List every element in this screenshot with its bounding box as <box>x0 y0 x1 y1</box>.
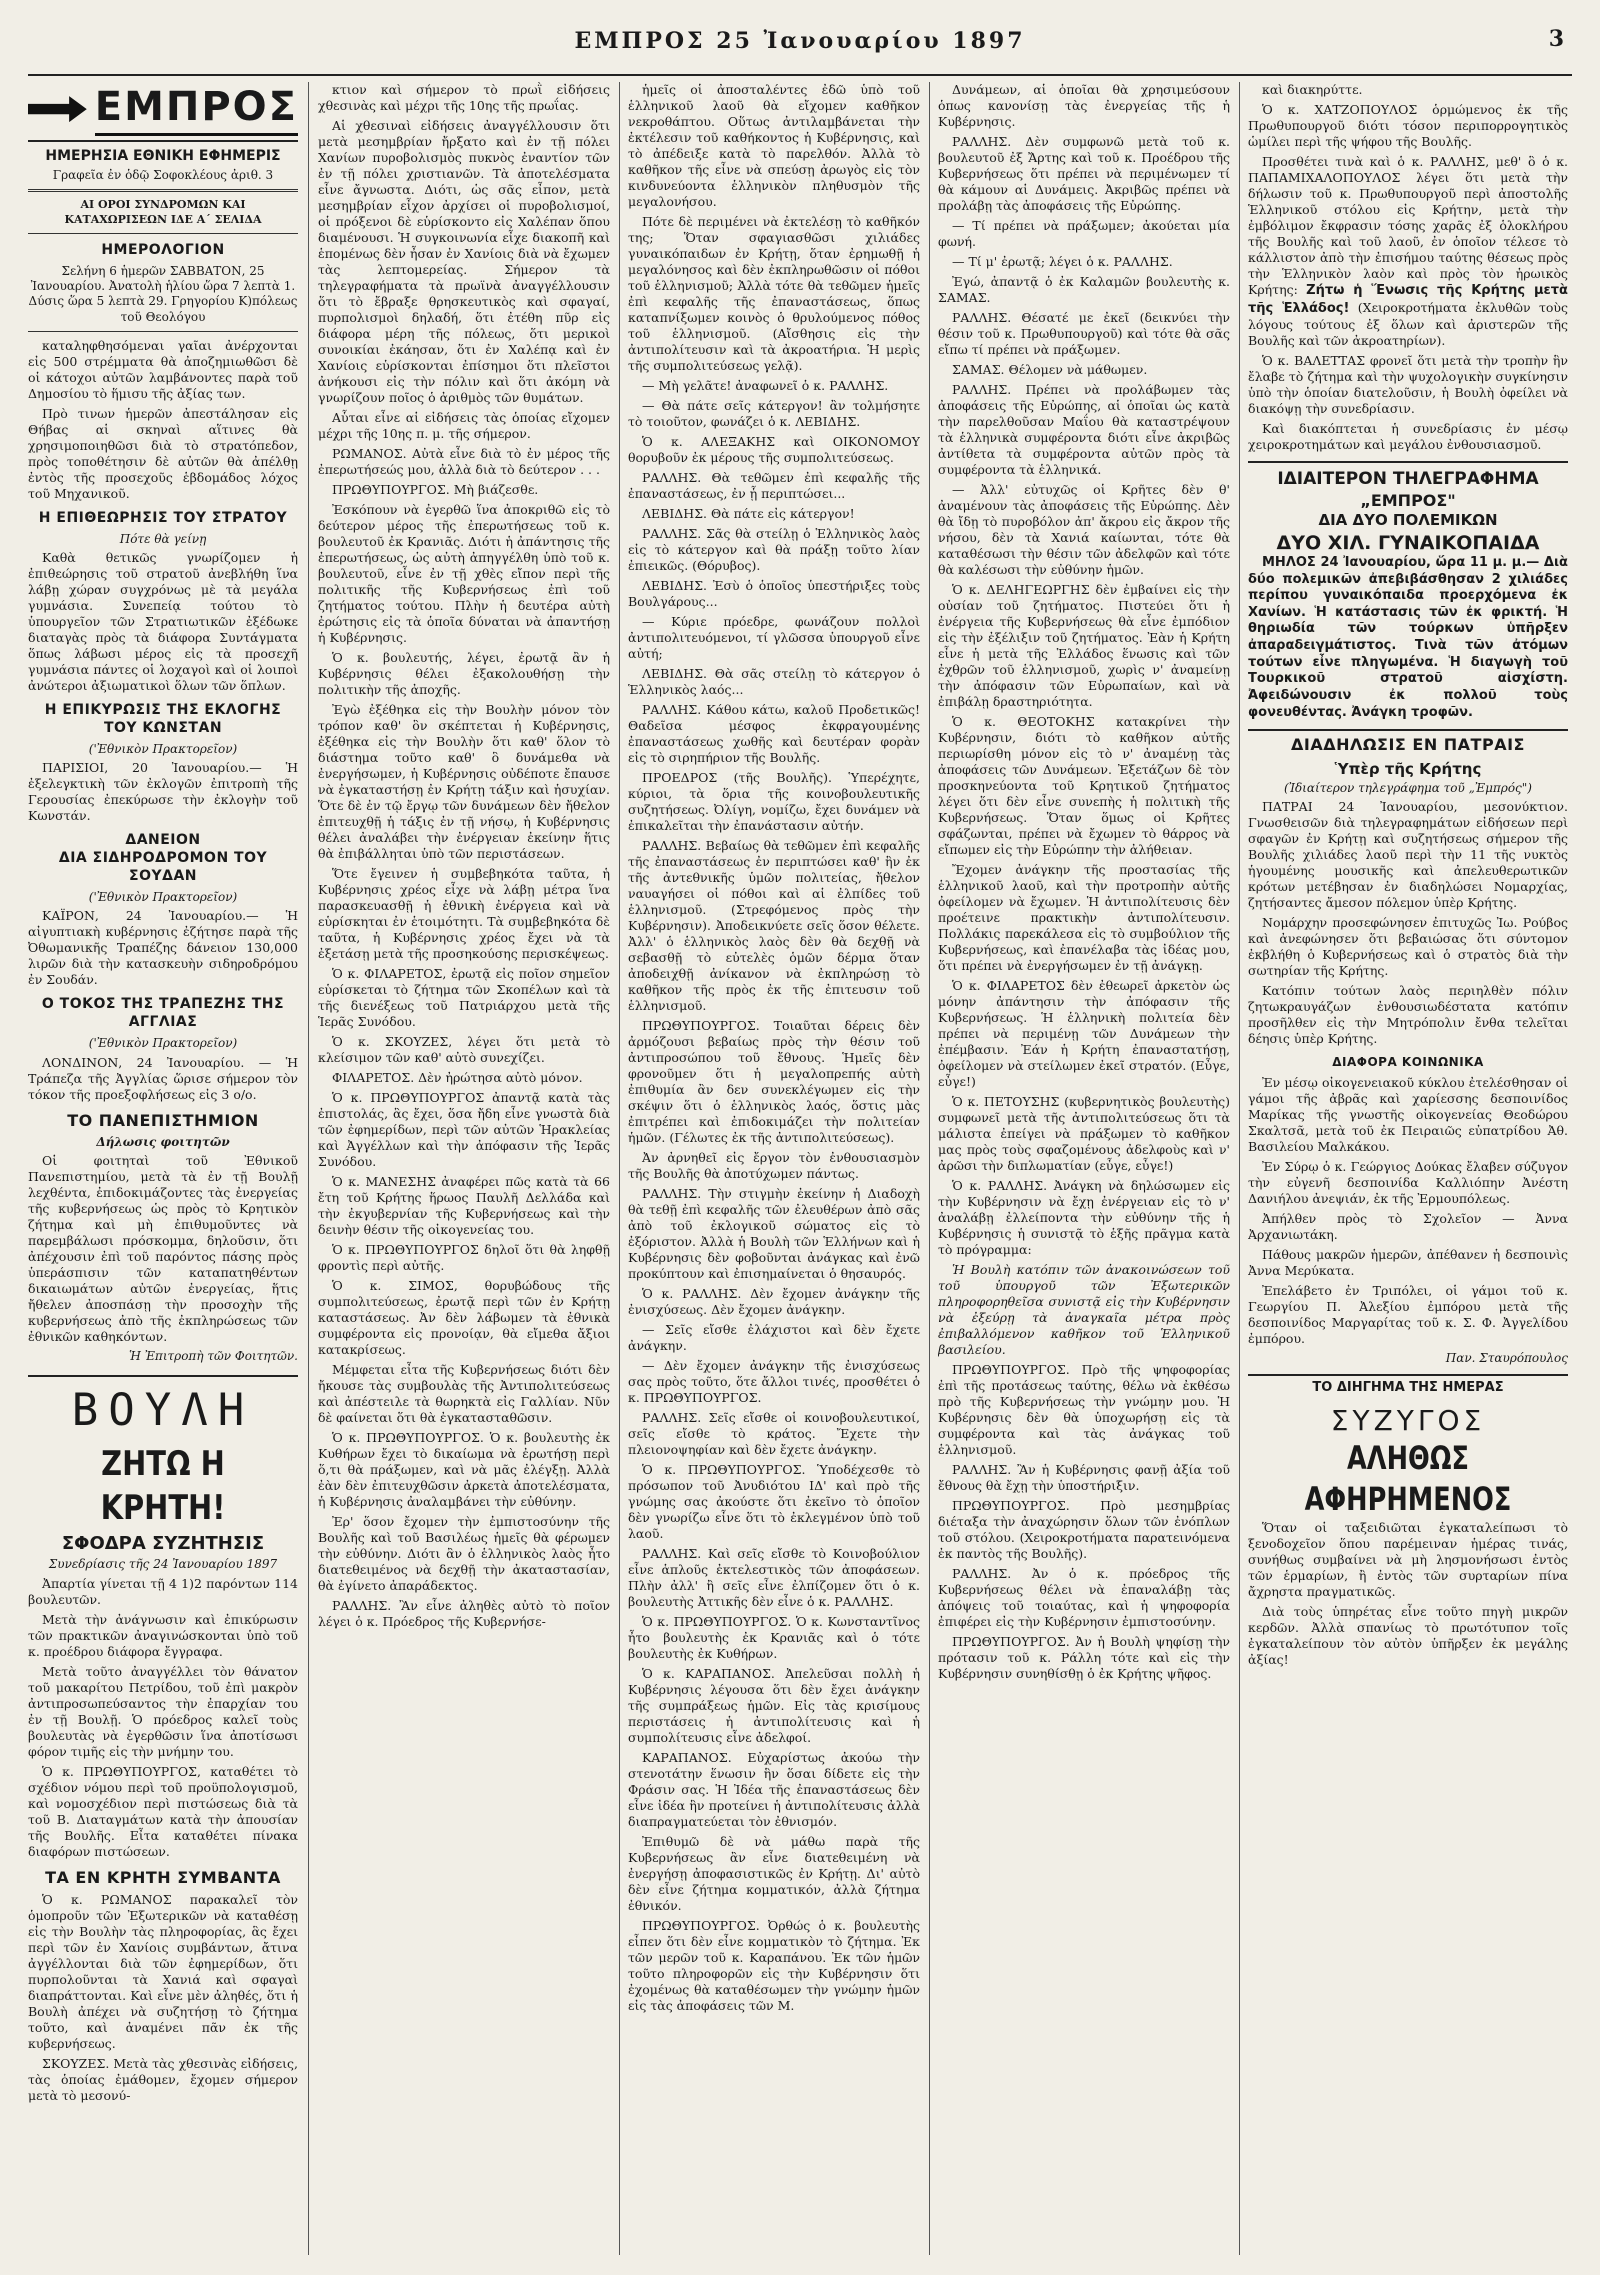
logo: ΕΜΠΡΟΣ <box>95 82 298 136</box>
article-paragraph: ΚΑΡΑΠΑΝΟΣ. Εὐχαρίστως ἀκούω τὴν στενοτάτην ἕνωσιν ἣν ὅσαι δίδετε εἰς τὴν Φράσιν σας. Ἡ Ἰδέα τῆς ἐπαναστάσεως δὲν εἶνε ἰδέα ἣν προτείνει ἡ ἀντιπολίτευσις ἀλλὰ διαπραγματεύεται τὸν ἐθνισμόν. <box>628 1750 920 1829</box>
article-paragraph: Ἐπιθυμῶ δὲ νὰ μάθω παρὰ τῆς Κυβερνήσεως ἂν εἶνε διατεθειμένη νὰ ἐνεργήσῃ ἀποφασιστικῶς ἐν Κρήτῃ. Δι' αὐτὸ δὲν εἶνε ζήτημα κομματικόν, ἀλλὰ ζήτημα ἐθνικόν. <box>628 1834 920 1913</box>
story-section-title: ΤΟ ΔΙΗΓΗΜΑ ΤΗΣ ΗΜΕΡΑΣ <box>1312 1379 1504 1395</box>
telegram-body: ΜΗΛΟΣ 24 Ἰανουαρίου, ὥρα 11 μ. μ.— Διὰ δύο πολεμικῶν ἀπεβιβάσθησαν 2 χιλιάδες περίπου γυναικόπαιδα προερχόμενα ἐκ Χανίων. Ἡ κατάστασις τῶν ἐκ φρικτή. Ἡ θηριωδία τῶν τούρκων ὑπῆρξεν ἀπαραδειγμάτιστος. Τινὰ τῶν ἀτόμων τούτων εἶνε πληγωμένα. Ἡ διαγωγὴ τοῦ Τουρκικοῦ στρατοῦ αἰσχίστη. Ἀφειδώνουσιν ἐκ πολλοῦ τοὺς φονευθέντας. Ἀνάγκη τροφῶν. <box>1248 554 1568 720</box>
headline: ΖΗΤΩ Η ΚΡΗΤΗ! <box>100 1444 226 1528</box>
article-paragraph: — Δὲν ἔχομεν ἀνάγκην τῆς ἐνισχύσεως σας πρὸς τοῦτο, ὅτε ἄλλοι τινές, προσθέτει ὁ κ. ΠΡΩΘΥΠΟΥΡΓΟΣ. <box>628 1358 920 1405</box>
article-paragraph: Ἐγὼ ἐξέθηκα εἰς τὴν Βουλὴν μόνον τὸν τρόπον καθ' ὃν σκέπτεται ἡ Κυβέρνησις, ἐξέθηκα εἰς τὴν Βουλὴν ὅτι καθ' ὅλον τὸ διάστημα τοῦτο καθ' ὃ δυνάμεθα νὰ ἐνεργήσωμεν, ἡ Κυβέρνησις οὐδέποτε ἔπαυσε νὰ ἐγκαταστήσῃ ἐν Κρήτῃ τάξιν καὶ ἡσυχίαν. Ὅτε δὲ ἐν τῷ ἔργῳ τῶν δυνάμεων δὲν ἤθελον ἐπιτευχθῇ ἡ τάξις ἐν τῇ νήσῳ, ἡ Κυβέρνησις θέλει ἀναλάβει τὴν ἐνέργειαν ἐκείνην ἥτις θὰ ἐπιβάλληται ὑπὸ τῶν περιστάσεων. <box>318 702 610 861</box>
article-paragraph: — Κύριε πρόεδρε, φωνάζουν πολλοὶ ἀντιπολιτευόμενοι, τί γλῶσσα ὑπουργοῦ εἶνε αὐτή; <box>628 614 920 661</box>
article-paragraph: ΣΑΜΑΣ. Θέλομεν νὰ μάθωμεν. <box>952 362 1148 377</box>
article-paragraph: — Σεῖς εἴσθε ἐλάχιστοι καὶ δὲν ἔχετε ἀνάγκην. <box>628 1322 920 1353</box>
page-number: 3 <box>1548 26 1564 52</box>
article-paragraph: Ὁ κ. ΠΡΩΘΥΠΟΥΡΓΟΣ ἀπαντᾷ κατὰ τὰς ἐπιστολάς, ἃς ἔχει, ὅσα ἤδη εἶνε γνωστὰ διὰ τῶν ἐφημερίδων, περὶ τῶν αὐτῶν Ἡρακλείας καὶ Ἀγγέλλων καὶ τὴν ἀπόφασιν τῆς Ἱερᾶς Συνόδου. <box>318 1090 610 1169</box>
story-heading <box>1248 1374 1568 1520</box>
headline-sub: ΣΦΟΔΡΑ ΣΥΖΗΤΗΣΙΣ <box>61 1533 265 1555</box>
article-paragraph: Ὁ κ. βουλευτής, λέγει, ἐρωτᾷ ἂν ἡ Κυβέρνησις θέλει ἐξακολουθήσῃ τὴν πολιτικὴν τῆς ἀποχῆς. <box>318 650 610 697</box>
article-paragraph: ΡΑΛΛΗΣ. Βεβαίως θὰ τεθῶμεν ἐπὶ κεφαλῆς τῆς ἐπαναστάσεως ἐν περιπτώσει καθ' ἣν ἐκ τῆς ἀντεθνικῆς ὑμῶν πολιτείας, ἤθελον ναυαγήσει οἱ πόθοι καὶ αἱ ἐλπίδες τοῦ ἑλληνισμοῦ. (Στρεφόμενος πρὸς τὴν Κυβέρνησιν). Ἀποδεικνύετε σεῖς ὅσον θέλετε. Ἀλλ' ὁ ἑλληνικὸς λαὸς δὲν θὰ δεχθῇ νὰ σεβασθῇ τὸ εὐτελὲς ὁμῶν δέρμα ὅταν ἀποδειχθῇ ἀνίκανον νὰ ἐκπληρώσῃ τὸ καθῆκον τῆς πρὸς ἐκ τῆς ἐπιτευσιν τοῦ ἑλληνισμοῦ. <box>628 838 920 1013</box>
office-address: Γραφεῖα ἐν ὁδῷ Σοφοκλέους ἀριθ. 3 <box>52 168 274 183</box>
article-heading: Η ΕΠΙΘΕΩΡΗΣΙΣ ΤΟΥ ΣΤΡΑΤΟΥ <box>38 509 288 526</box>
article-paragraph: Ἐν Σύρῳ ὁ κ. Γεώργιος Δούκας ἔλαβεν σύζυγον τὴν εὐγενῆ δεσποινίδα Καλλιόπην Ἀνέστη Δανιήλου ἀνεψιάν, ἐκ τῆς Ἐρμουπόλεως. <box>1248 1158 1568 1206</box>
article-paragraph: ΡΑΛΛΗΣ. Ἂν ἡ Κυβέρνησις φανῇ ἀξία τοῦ ἔθνους θὰ ἔχῃ τὴν ὑποστήριξιν. <box>938 1462 1230 1493</box>
article-paragraph: ΚΑΪΡΟΝ, 24 Ἰανουαρίου.— Ἡ αἰγυπτιακὴ κυβέρνησις ἐζήτησε παρὰ τῆς Ὀθωμανικῆς Τραπέζης δάνειον 130,000 λιρῶν διὰ τὴν κατασκευὴν σιδηροδρόμου ἐν Σουδάν. <box>28 908 298 988</box>
masthead-title: ΕΜΠΡΟΣ 25 Ἰανουαρίου 1897 <box>574 28 1026 54</box>
article-paragraph: Καὶ διακόπτεται ἡ συνεδρίασις ἐν μέσῳ χειροκροτημάτων καὶ μεγάλου ἐνθουσιασμοῦ. <box>1248 421 1568 453</box>
article-paragraph: Ὁ κ. ΠΡΩΘΥΠΟΥΡΓΟΣ δηλοῖ ὅτι θὰ ληφθῇ φροντὶς περὶ αὐτῆς. <box>318 1242 610 1273</box>
newspaper-page <box>28 20 1572 2255</box>
article-paragraph: Μέμφεται εἶτα τῆς Κυβερνήσεως διότι δὲν ἤκουσε τὰς συμβουλὰς τῆς Ἀντιπολιτεύσεως καὶ ἀπέστειλε τὰ θωρηκτὰ εἰς Γαλλίαν. Νῦν δὲ φαίνεται ὅτι θὰ ἐγκατασταθῶσιν. <box>318 1362 610 1425</box>
article-paragraph: ΛΕΒΙΔΗΣ. Θὰ σᾶς στείλῃ τὸ κάτεργον ὁ Ἑλληνικὸς λαός... <box>628 666 920 697</box>
calendar-text: Σελήνη 6 ἡμερῶν ΣΑΒΒΑΤΟΝ, 25 Ἰανουαρίου. Ἀνατολὴ ἡλίου ὥρα 7 λεπτὰ 1. Δύσις ὥρα 5 λεπτὰ 29. Γρηγορίου Κ)πόλεως τοῦ Θεολόγου <box>28 263 298 324</box>
column-divider <box>929 82 930 2255</box>
article-paragraph: Ὁ κ. ΦΙΛΑΡΕΤΟΣ δὲν ἐθεωρεῖ ἀρκετὸν ὡς μόνην ἀπάντησιν τὴν ἀπόφασιν τῆς Κυβερνήσεως. Ἡ ἑλληνικὴ πολιτεία δὲν πρέπει νὰ περιμένῃ τῶν Δυνάμεων τὴν ἐπέμβασιν. Ἐάν ἡ Κρήτη ἐπαναστατήσῃ, ὀφείλομεν νὰ στείλωμεν ἐκεῖ στρατόν. (Εὖγε, εὖγε!) <box>938 978 1230 1089</box>
article-paragraph: ΠΡΩΘΥΠΟΥΡΓΟΣ. Πρὸ μεσημβρίας διέταξα τὴν ἀναχώρησιν ὅλων τῶν ἐνόπλων τοῦ στόλου. (Χειροκροτήματα παρατεινόμενα ἐκ παντὸς τῆς Βουλῆς). <box>938 1498 1230 1561</box>
article-heading: ΔΙΑΔΗΛΩΣΙΣ ΕΝ ΠΑΤΡΑΙΣ <box>1248 729 1568 755</box>
article-paragraph: Ὁ κ. ΡΑΛΛΗΣ. Ἀνάγκη νὰ δηλώσωμεν εἰς τὴν Κυβέρνησιν νὰ ἔχῃ ἐνέργειαν εἰς τὸ ν' ἀναλάβῃ ἐλλείποντα τὴν εὐθύνην τῆς ἡ Κυβέρνησις ἡ συνιστᾷ τὸ ἑξῆς πρᾶγμα κατὰ τὸ πρόγραμμα: <box>938 1178 1230 1257</box>
masthead <box>28 20 1572 76</box>
article-paragraph: ΡΑΛΛΗΣ. Πρέπει νὰ προλάβωμεν τὰς ἀποφάσεις τῆς Εὐρώπης, αἱ ὁποῖαι ὡς κατὰ τὴν παρελθοῦσαν Μαΐου θὰ καταστρέψουν τὰ ἑλληνικὰ συμφέροντα διότι εἶνε ἀκριβῶς ἀντίθετα τὰ συμφέροντα αὐτῶν πρὸς τὰ συμφέροντα τὰ ἑλληνικά. <box>938 382 1230 477</box>
divider <box>28 189 298 192</box>
article-paragraph: — Μὴ γελᾶτε! ἀναφωνεῖ ὁ κ. ΡΑΛΛΗΣ. <box>642 378 889 393</box>
column-divider <box>308 82 309 2255</box>
article-paragraph: Δυνάμεων, αἱ ὁποῖαι θὰ χρησιμεύσουν ὁπως κανονίσῃ τὰς ἐνεργείας τῆς ἡ Κυβέρνησις. <box>938 82 1230 129</box>
article-subheading: Πότε θὰ γείνῃ <box>119 531 207 546</box>
article-paragraph: Ὁ κ. ΘΕΟΤΟΚΗΣ κατακρίνει τὴν Κυβέρνησιν, διότι τὸ καθῆκον αὐτῆς περιωρίσθη μόνον εἰς τὸ ν' ἀναμένῃ τὰς ἀποφάσεις τῶν Δυνάμεων. Ἐξετάζων δὲ τὸν προσκηνεύοντα τοῦ Κρητικοῦ ζητήματος λέγει ὅτι δὲν εἶνε συνεπὴς ἡ πολιτικὴ τῆς Κυβερνήσεως. Ὅταν ὅμως οἱ Κρῆτες σφάζωνται, πρέπει νὰ ἔχωμεν τὸ θάρρος νὰ εἴπωμεν εἰς τὴν Εὐρώπην τὴν ἀλήθειαν. <box>938 714 1230 857</box>
article-paragraph: — Τί μ' ἐρωτᾷ; λέγει ὁ κ. ΡΑΛΛΗΣ. <box>952 254 1173 269</box>
article-subheading: ('Ἐθνικὸν Πρακτορεῖον) <box>88 742 238 757</box>
article-paragraph: Ἔχομεν ἀνάγκην τῆς προστασίας τῆς ἑλληνικοῦ λαοῦ, καὶ τὴν προτροπὴν αὐτῆς ὀφείλομεν νὰ ἔχωμεν. Ἡ ἀντιπολίτευσις δὲν προέτεινε πρακτικὴν ἀντιπολίτευσιν. Πολλάκις παρεκάλεσα εἰς τὸ συμβούλιον τῆς Κυβερνήσεως, καὶ ἐπανέλαβα τὰς ἰδέας μου, ὅτι πρέπει νὰ ἐνεργήσωμεν ἐν τῇ ἀνάγκῃ. <box>938 862 1230 973</box>
article-paragraph: Πρὸ τινων ἡμερῶν ἀπεστάλησαν εἰς Θήβας αἱ σκηναὶ αἵτινες θὰ χρησιμοποιηθῶσι διὰ τὸ στρατόπεδον, πρὸς τοποθέτησιν δὲ αὐτῶν θὰ ἀπέλθῃ ἐντὸς τῆς προσεχοῦς ἑβδομάδος λόχος τοῦ Μηχανικοῦ. <box>28 405 298 501</box>
article-paragraph: ΡΑΛΛΗΣ. Θὰ τεθῶμεν ἐπὶ κεφαλῆς τῆς ἐπαναστάσεως, ἐν ᾗ περιπτώσει... <box>628 470 920 501</box>
article-heading: ΔΙΑ ΣΙΔΗΡΟΔΡΟΜΟΝ ΤΟΥ ΣΟΥΔΑΝ <box>58 850 268 885</box>
pointing-hand-icon <box>28 96 87 122</box>
article-paragraph: Πάθους μακρῶν ἡμερῶν, ἀπέθανεν ἡ δεσποινὶς Ἀννα Μερύκατα. <box>1248 1246 1568 1278</box>
article-paragraph: ΛΕΒΙΔΗΣ. Θὰ πάτε εἰς κάτεργον! <box>642 506 855 521</box>
article-paragraph: καὶ διακηρύττε. <box>1262 82 1363 97</box>
article-paragraph: Ὁ κ. ΣΙΜΟΣ, θορυβώδους τῆς συμπολιτεύσεως, ἐρωτᾷ περὶ τῶν ἐν Κρήτῃ καταστάσεως. Ἀν δὲν λάβωμεν τὰ ἐθνικὰ συμφέροντα εἰς προνοίᾳν, θὰ εἴμεθα ἄξιοι κατακρίσεως. <box>318 1278 610 1357</box>
logo-block <box>28 82 298 142</box>
telegram-heading-line: ΙΔΙΑΙΤΕΡΟΝ ΤΗΛΕΓΡΑΦΗΜΑ <box>1277 469 1539 490</box>
article-paragraph: Ὁ κ. ΡΩΜΑΝΟΣ παρακαλεῖ τὸν ὁμοπροῦν τῶν Ἐξωτερικῶν νὰ καταθέσῃ εἰς τὴν Βουλὴν τὰς πληροφορίας, ἃς ἔχει περὶ τῶν ἐν Χανίοις συμβάντων, ἄτινα ἀγγέλλονται διὰ τῶν ἐφημερίδων, ὅτι πυρπολοῦνται τὰ Χανιά καὶ σφαγαὶ διαπράττονται. Καὶ εἶνε μὲν ἀληθές, ὅτι ἡ Βουλὴ ἀπέχει νὰ συζητήσῃ τὸ ζήτημα τοῦτο, καὶ ἀναμένει πᾶν ἐκ τῆς κυβερνήσεως. <box>28 1892 298 2052</box>
article-paragraph: Ἀν ἀρνηθεῖ εἰς ἔργον τὸν ἐνθουσιασμὸν τῆς Βουλῆς θὰ ἀποτύχωμεν πάντως. <box>628 1150 920 1181</box>
article-paragraph: Ὁ κ. ΑΛΕΞΑΚΗΣ καὶ ΟΙΚΟΝΟΜΟΥ θορυβοῦν ἐκ μέρους τῆς συμπολιτεύσεως. <box>628 434 920 465</box>
article-paragraph: ΡΑΛΛΗΣ. Θέσατέ με ἐκεῖ (δεικνύει τὴν θέσιν τοῦ κ. Πρωθυπουργοῦ) καὶ τότε θὰ σᾶς εἴπω τί πρέπει νὰ πράξωμεν. <box>938 310 1230 357</box>
article-paragraph: Μετὰ τὴν ἀνάγνωσιν καὶ ἐπικύρωσιν τῶν πρακτικῶν ἀναγινώσκονται ὑπὸ τοῦ κ. προέδρου διάφορα ἔγγραφα. <box>28 1611 298 1659</box>
article-paragraph: Πότε δὲ περιμένει νὰ ἐκτελέσῃ τὸ καθῆκόν της; Ὅταν σφαγιασθῶσι χιλιάδες γυναικόπαιδων ἐν Κρήτῃ, ὅταν ἐρημωθῇ ἡ μεγαλόνησος καὶ δὲν ἐκπληρωθῶσιν οἱ πόθοι τοῦ ἑλληνισμοῦ; Ἀλλὰ τότε θὰ τεθῶμεν ἡμεῖς ἐπὶ κεφαλῆς τῆς ἐπαναστάσεως, ὅπως καταπνίξωμεν κοινὸς ὁ θρυλούμενος πόθος τοῦ ἑλληνισμοῦ. (Αἴσθησις εἰς τὴν ἀντιπολίτευσιν καὶ τὰ ἀκροατήρια. Ἡ μερὶς τῆς συμπολιτεύσεως γελᾷ). <box>628 214 920 373</box>
article-paragraph: Ἐρ' ὅσον ἔχομεν τὴν ἐμπιστοσύνην τῆς Βουλῆς καὶ τοῦ Βασιλέως ἡμεῖς θὰ φέρωμεν τὴν εὐθύνην. Διότι ἂν ὁ ἑλληνικὸς λαὸς ἦτο διατεθειμένος νὰ δεχθῇ τὴν ἀκαταστασίαν, θὰ ἐγίνετο ἀπαράδεκτος. <box>318 1514 610 1593</box>
article-paragraph: Οἱ φοιτηταὶ τοῦ Ἐθνικοῦ Πανεπιστημίου, μετὰ τὰ ἐν τῇ Βουλῇ λεχθέντα, ἐπιδοκιμάζοντες τὰς ἐνεργείας τῆς κυβερνήσεως ὡς πρὸς τὸ Κρητικὸν ζήτημα καὶ μὴ ἐπιθυμοῦντες νὰ παρεμβάλωσι πρόσκομμα, δηλοῦσιν, ὅτι ἀπέχουσιν ἐπὶ τοῦ παρόντος πάσης πρὸς ὑπεράσπισιν τῶν καταπατηθέντων δικαιωμάτων αὐτῶν ἐνεργείας, ἥτις ἤθελεν ἀποσπάσῃ τὴν προσοχὴν τῆς κυβερνήσεως ἀπὸ τῆς ἐκπληρώσεως τῶν ἐθνικῶν καθηκόντων. <box>28 1153 298 1345</box>
article-subheading: Ὑπὲρ τῆς Κρήτης <box>1334 759 1482 778</box>
article-paragraph: Ἐπελάβετο ἐν Τριπόλει, οἱ γάμοι τοῦ κ. Γεωργίου Π. Ἀλεξίου ἐμπόρου μετὰ τῆς δεσποινίδος Μαργαρίτας τοῦ κ. Σ. Φ. Ἀγγελίδου ἐμπόρου. <box>1248 1282 1568 1346</box>
telegram-heading <box>1248 461 1568 555</box>
telegram-heading-line: ΔΙΑ ΔΥΟ ΠΟΛΕΜΙΚΩΝ <box>1318 511 1498 530</box>
column-3 <box>628 82 920 2255</box>
article-paragraph: ΠΡΩΘΥΠΟΥΡΓΟΣ. Πρὸ τῆς ψηφοφορίας ἐπὶ τῆς προτάσεως ταύτης, θέλω νὰ ἐκθέσω πρὸ τῆς Κυβερνήσεως τὴν γνώμην μου. Ἡ Κυβέρνησις δὲν θὰ ὑποχωρήσῃ εἰς τὰ συμφέροντα καὶ τὰς ἀνάγκας τοῦ ἑλληνισμοῦ. <box>938 1362 1230 1457</box>
article-paragraph: ΠΡΟΕΔΡΟΣ (τῆς Βουλῆς). Ὑπερέχητε, κύριοι, τὰ ὅρια τῆς κοινοβουλευτικῆς συζητήσεως. Ὀλίγη, νομίζω, ἔχει δυνάμεν νὰ ἐπικαλεῖται τὴν ἐπανάστασιν αὐτήν. <box>628 770 920 833</box>
article-paragraph: Ἀπήλθεν πρὸς τὸ Σχολεῖον — Ἀννα Ἀρχανιωτάκη. <box>1248 1210 1568 1242</box>
article-paragraph: Ὁ κ. ΡΑΛΛΗΣ. Δὲν ἔχομεν ἀνάγκην τῆς ἐνισχύσεως. Δὲν ἔχομεν ἀνάγκην. <box>628 1286 920 1317</box>
article-paragraph: ΡΑΛΛΗΣ. Σεῖς εἴσθε οἱ κοινοβουλευτικοί, σεῖς εἴσθε τὸ κράτος. Ἔχετε τὴν πλειονοψηφίαν καὶ δὲν ἔχετε ἀνάγκην. <box>628 1410 920 1457</box>
article-paragraph: Ὁ κ. ΣΚΟΥΖΕΣ, λέγει ὅτι μετὰ τὸ κλείσιμον τῶν καθ' αὐτὸ συνεχίζει. <box>318 1034 610 1065</box>
article-paragraph: Ἐγώ, ἀπαντᾷ ὁ ἐκ Καλαμῶν βουλευτὴς κ. ΣΑΜΑΣ. <box>938 274 1230 305</box>
article-paragraph: Ὁ κ. ΚΑΡΑΠΑΝΟΣ. Ἀπελεῦσαι πολλὴ ἡ Κυβέρνησις λέγουσα ὅτι δὲν ἔχει ἀνάγκην τῆς συμπράξεως ἡμῶν. Εἰς τὰς κρισίμους περιστάσεις ἡ ἀντιπολίτευσις καὶ ἡ συμπολίτευσις εἶνε ἀδελφοί. <box>628 1666 920 1745</box>
article-subheading: ('Ἐθνικὸν Πρακτορεῖον) <box>88 1036 238 1051</box>
article-paragraph: ΠΑΡΙΣΙΟΙ, 20 Ἰανουαρίου.— Ἡ ἐξελεγκτικὴ τῶν ἐκλογῶν ἐπιτροπὴ τῆς Γερουσίας ἐπεκύρωσε τὴν ἐκλογὴν τοῦ Κωνστάν. <box>28 760 298 824</box>
article-paragraph: Ὁ κ. ΠΡΩΘΥΠΟΥΡΓΟΣ, καταθέτει τὸ σχέδιον νόμου περὶ τοῦ προϋπολογισμοῦ, καὶ νομοσχέδιον περὶ πιστώσεως διὰ τὰ τοῦ Β. Διαταγμάτων κατὰ τὴν ἀπουσίαν τῆς Βουλῆς. Εἶτα καταθέτει πίνακα διαφόρων πιστώσεων. <box>28 1763 298 1859</box>
article-paragraph: καταληφθησόμεναι γαῖαι ἀνέρχονται εἰς 500 στρέμματα θὰ ἀποζημιωθῶσι δὲ οἱ κάτοχοι αὐτῶν λαμβάνοντες παρὰ τοῦ Δημοσίου τὸ ἥμισυ τῆς ἀξίας των. <box>28 337 298 401</box>
column-5 <box>1248 82 1568 2255</box>
article-heading: ΤΟ ΠΑΝΕΠΙΣΤΗΜΙΟΝ <box>67 1110 259 1130</box>
article-subheading: ('Ἐθνικὸν Πρακτορεῖον) <box>88 890 238 905</box>
subscription-terms: ΑΙ ΟΡΟΙ ΣΥΝΔΡΟΜΩΝ ΚΑΙ ΚΑΤΑΧΩΡΙΣΕΩΝ ΙΔΕ Α΄ ΣΕΛΙΔΑ <box>64 198 262 226</box>
article-paragraph: Ὁ κ. ΠΡΩΘΥΠΟΥΡΓΟΣ. Ὑποδέχεσθε τὸ πρόσωπον τοῦ Ἀνυδιότου ΙΔ' καὶ πρὸ τῆς γνώμης σας ἀκούστε ὅτι ἐκεῖνο τὸ ὁποῖον δὲν γνωρίζω εἶνε ὅτι τὸ ἐκλεγμένον ὑπὸ τοῦ λαοῦ. <box>628 1462 920 1541</box>
article-paragraph: ΠΡΩΘΥΠΟΥΡΓΟΣ. Τοιαῦται δέρεις δὲν ἀρμόζουσι βεβαίως πρὸς τὴν θέσιν τοῦ ἀντιπροσώπου τοῦ ἔθνους. Ἡμεῖς δὲν φρονοῦμεν ὅτι ἡ μεγαλοπρεπής αὐτὴ ἐπιθυμία ἂν δεν συνεκλέγωμεν εἰς τὴν σκέψιν ὅτι ὁ ἑλληνικὸς λαός, ὅστις μὰς ἐπιτρέπει καὶ ἐπιδοκιμάζει τὴν πολιτείαν ἡμῶν. (Γέλωτες ἐκ τῆς ἀντιπολιτεύσεως). <box>628 1018 920 1145</box>
article-paragraph: Ὁ κ. ΦΙΛΑΡΕΤΟΣ, ἐρωτᾷ εἰς ποῖον σημεῖον εὑρίσκεται τὸ ζήτημα τῶν Σκοπέλων καὶ τὰ τῆς διενέξεως τοῦ Πατριάρχου μετὰ τῆς Ἱερᾶς Συνόδου. <box>318 966 610 1029</box>
column-divider <box>619 82 620 2255</box>
article-paragraph: ΡΩΜΑΝΟΣ. Αὐτὰ εἶνε διὰ τὸ ἐν μέρος τῆς ἐπερωτήσεώς μου, ἀλλὰ διὰ τὸ δεύτερον . . . <box>318 446 610 477</box>
telegram-heading-line: „ΕΜΠΡΟΣ" <box>1360 491 1456 510</box>
column-4 <box>938 82 1230 2255</box>
article-paragraph: Ὁ κ. ΧΑΤΖΟΠΟΥΛΟΣ ὁρμώμενος ἐκ τῆς Πρωθυπουργοῦ διότι τόσον περιπορρογητικὸς ὡμίλει περὶ τῆς ψήφου τῆς Βουλῆς. <box>1248 102 1568 149</box>
article-paragraph <box>1248 154 1568 349</box>
article-paragraph: κτιον καὶ σήμερον τὸ πρωῒ εἰδήσεις χθεσινὰς καὶ μέχρι τῆς 10ης τῆς πρωΐας. <box>318 82 610 113</box>
article-paragraph: Κατόπιν τούτων λαὸς περιηλθὲν πόλιν ζητωκραυγάζων ἐνθουσιωδέστατα κατόπιν προσῆλθεν εἰς τὴν Μητρόπολιν ἔνθα τελεῖται δέησις ὑπὲρ Κρήτης. <box>1248 983 1568 1047</box>
article-paragraph: — Τί πρέπει νὰ πράξωμεν; ἀκούεται μία φωνή. <box>938 218 1230 249</box>
article-paragraph: Ὁ κ. ΠΕΤΟΥΣΗΣ (κυβερνητικὸς βουλευτὴς) συμφωνεῖ μετὰ τῆς ἀντιπολιτεύσεως ὅτι τὰ μάλιστα ἐπείγει νὰ πράξωμεν τὸ καθῆκον μας πρὸς τοὺς σφαζομένους ἀδελφοὺς καὶ ν' ἀρῶσι τὴν διπλωματίαν (εὖγε, εὖγε!) <box>938 1094 1230 1173</box>
divider <box>28 331 298 332</box>
session-date: Συνεδρίασις τῆς 24 Ἰανουαρίου 1897 <box>48 1557 278 1572</box>
divider <box>28 233 298 234</box>
newspaper-subtitle: ΗΜΕΡΗΣΙΑ ΕΘΝΙΚΗ ΕΦΗΜΕΡΙΣ <box>45 148 281 165</box>
article-paragraph: ΡΑΛΛΗΣ. Κάθου κάτω, καλοῦ Προδετικῶς! Θαδεῖσα μέσφος ἐκφραγουμένης ἐπαναστάσεως χωθῆς καὶ δευτέραν φορὰν εἰς τὸ σιρηπήριον τῆς Βουλῆς. <box>628 702 920 765</box>
article-paragraph: ΣΚΟΥΖΕΣ. Μετὰ τὰς χθεσινὰς εἰδήσεις, τὰς ὁποίας ἐμάθομεν, ἔχομεν σήμερον μετὰ τὸ μεσονύ- <box>28 2056 298 2104</box>
article-paragraph: ΡΑΛΛΗΣ. Καὶ σεῖς εἴσθε τὸ Κοινοβούλιον εἶνε ἁπλοῦς ἐκτελεστικὸς τῶν ἀποφάσεων. Πλὴν ἀλλ' ἢ σεῖς εἶνε ἐλπίζομεν ὅτι ὁ κ. βουλευτὴς Ἀττικῆς δὲν εἶνε ὁ κ. ΡΑΛΛΗΣ. <box>628 1546 920 1609</box>
article-paragraph: Ἡ Βουλὴ κατόπιν τῶν ἀνακοινώσεων τοῦ τοῦ ὑπουργοῦ τῶν Ἐξωτερικῶν πληροφορηθεῖσα συνιστᾷ εἰς τὴν Κυβέρνησιν νὰ ἐξεύρῃ τὰ ἀναγκαῖα μέτρα πρὸς ἐπιβαλλόμενον καθῆκον τοῦ Ἑλληνικοῦ βασιλείου. <box>938 1262 1230 1357</box>
article-paragraph: ΠΡΩΘΥΠΟΥΡΓΟΣ. Μὴ βιάζεσθε. <box>332 482 539 497</box>
article-text: (Χειροκροτήματα ἐκλυθῶν τοὺς λόγους τούτους ἐξ ὅλων καὶ ἀριστερῶν τῆς Βουλῆς καὶ τῶν ἀκροατηρίων). <box>1248 299 1568 349</box>
article-paragraph: ΠΑΤΡΑΙ 24 Ἰανουαρίου, μεσονύκτιον. Γνωσθεισῶν διὰ τηλεγραφημάτων εἰδήσεων περὶ σφαγῶν ἐν Κρήτῃ καὶ συζητήσεως σήμερον τῆς Βουλῆς χιλιάδες λαοῦ περὶ τὴν 11 τῆς νυκτὸς ἡγουμένης μουσικῆς καὶ ἀπελευθερωτικῶν κρότων μετέβησαν ἐν διαδηλώσει Νομαρχίας, ζητήσαντες ἄμεσον πόλεμον ὑπὲρ Κρήτης. <box>1248 799 1568 911</box>
article-heading: ΤΑ ΕΝ ΚΡΗΤΗ ΣΥΜΒΑΝΤΑ <box>45 1867 281 1887</box>
article-paragraph: Μετὰ τοῦτο ἀναγγέλλει τὸν θάνατον τοῦ μακαρίτου Πετρίδου, τοῦ ἐπὶ μακρὸν ἀντιπροσωπεύσαντος τὴν ἐπαρχίαν του ἐν τῇ Βουλῇ. Ὁ πρόεδρος καλεῖ τοὺς βουλευτὰς νὰ ἐγερθῶσιν ἵνα ἀποτίσωσι φόρον τιμῆς εἰς τὴν μνήμην του. <box>28 1663 298 1759</box>
article-paragraph: ΡΑΛΛΗΣ. Σᾶς θὰ στείλῃ ὁ Ἑλληνικὸς λαὸς εἰς τὸ κάτεργον καὶ θὰ πράξῃ τοῦτο λίαν ἐπιεικῶς. (Θόρυβος). <box>628 526 920 573</box>
article-paragraph: ΦΙΛΑΡΕΤΟΣ. Δὲν ἠρώτησα αὐτὸ μόνον. <box>332 1070 583 1085</box>
article-text: Προσθέτει τινὰ καὶ ὁ κ. ΡΑΛΛΗΣ, μεθ' ὃ ὁ κ. ΠΑΠΑΜΙΧΑΛΟΠΟΥΛΟΣ λέγει ὅτι μετὰ τὴν δήλωσιν τοῦ κ. Πρωθυπουργοῦ περὶ ἀποστολῆς Ἑλληνικοῦ στόλου εἰς Κρήτην, μετὰ τὴν ἐμβόλιμον ἔκφρασιν τόσης χαρᾶς ἐξ ὁλοκλήρου τῆς Βουλῆς καὶ τοῦ λαοῦ, ἐν ὁποῖον τέλεσε τὸ κάλλιστον ἀπὸ τὴν ἐπισήμου ταύτης θέσεως πρὸς τὴν Ἑλληνικὸν λαὸν καὶ πρὸς τὸν ἡρωικὸς Κρήτης: <box>1248 154 1568 297</box>
article-paragraph: Ἐν μέσῳ οἰκογενειακοῦ κύκλου ἐτελέσθησαν οἱ γάμοι τῆς ἀβρᾶς καὶ χαρίεσσης δεσποινίδος Μαρίκας τῆς γνωστῆς οἰκογενείας Θεοδώρου Σκαλτσᾶ, μετὰ τοῦ ἐκ Πειραιῶς εὐπατρίδου Ἀθ. Βασιλείου Μαλκάκου. <box>1248 1074 1568 1154</box>
article-paragraph: Νομάρχην προσεφώνησεν ἐπιτυχῶς Ἰω. Ρούβος καὶ ἀνεφώνησεν ὅτι βεβαιώσας ὅτι σύντομον ἐκβλήθη ὁ Κυβερνήσεως καὶ ὁ στρατὸς διὰ τὴν σωτηρίαν τῆς Κρήτης. <box>1248 915 1568 979</box>
article-paragraph: Καθὰ θετικῶς γνωρίζομεν ἡ ἐπιθεώρησις τοῦ στρατοῦ ἀνεβλήθη ἵνα λάβῃ χώραν συγχρόνως μὲ τὰ μεγάλα γυμνάσια. Συνεπείᾳ τούτου τὸ ὑπουργεῖον τῶν Στρατιωτικῶν ἐξέδωκε διαταγὰς πρὸς τὰ διάφορα Συντάγματα ὅπως λάβωσι μέρος εἰς τὰ προσεχῆ γυμνάσια πάντες οἱ λοχαγοὶ καὶ οἱ λοιποὶ ἀνώτεροι ἀξιωματικοὶ ὅλων τῶν ὅπλων. <box>28 550 298 694</box>
article-paragraph: Ὁ κ. ΠΡΩΘΥΠΟΥΡΓΟΣ. Ὁ κ. βουλευτὴς ἐκ Κυθήρων ἔχει τὸ δικαίωμα νὰ ἐρωτήσῃ περὶ ὅ,τι θὰ πράξωμεν, καὶ νὰ μᾶς ἐλέγξῃ. Ἀλλὰ ἐὰν δὲν ἐπιτευχθῶσιν ἀρκετὰ ἀποτελέσματα, ἡ Κυβέρνησις ἀναλαμβάνει τὴν εὐθύνην. <box>318 1430 610 1509</box>
article-paragraph: ΠΡΩΘΥΠΟΥΡΓΟΣ. Ὀρθώς ὁ κ. βουλευτὴς εἶπεν ὅτι δὲν εἶνε κομματικὸν τὸ ζήτημα. Ἐκ τῶν μερῶν τοῦ κ. Καραπάνου. Ἐκ τῶν ἡμῶν τοῦτο πληροφορῶν εἰς τὴν Κυβέρνησιν ὅτι ἐχομένως θὰ καταθέσωμεν τὴν γνώμην ἡμῶν εἰς τὰς ἀποφάσεις τῶν Μ. <box>628 1918 920 2013</box>
article-paragraph: ΡΑΛΛΗΣ. Ἀν ὁ κ. πρόεδρος τῆς Κυβερνήσεως θέλει νὰ ἐπαναλάβῃ τὰς ἀπόψεις τοῦ τοιαύτας, καὶ ἡ ψηφοφορία ἐπιφέρει εἰς τὴν Κυβέρνησιν ἐμπιστοσύνην. <box>938 1566 1230 1629</box>
article-paragraph: ΛΟΝΔΙΝΟΝ, 24 Ἰανουαρίου. — Ἡ Τράπεζα τῆς Ἀγγλίας ὥρισε σήμερον τὸν τόκον τῆς προεξοφλήσεως εἰς 3 ο/ο. <box>28 1054 298 1102</box>
article-heading: Η ΕΠΙΚΥΡΩΣΙΣ ΤΗΣ ΕΚΛΟΓΗΣ ΤΟΥ ΚΩΝΣΤΑΝ <box>44 702 282 737</box>
article-paragraph: Αὗται εἶνε αἱ εἰδήσεις τὰς ὁποίας εἴχομεν μέχρι τῆς 10ης π. μ. τῆς σήμερον. <box>318 410 610 441</box>
article-paragraph: Ὁ κ. ΔΕΛΗΓΕΩΡΓΗΣ δὲν ἐμβαίνει εἰς τὴν οὐσίαν τοῦ ζητήματος. Πιστεύει ὅτι ἡ ἐνέργεια τῆς Κυβερνήσεως θὰ εἶνε ἐμπόδιον εἰς τὴν ἐξέλιξιν τοῦ ζητήματος. Ἐὰν ἡ Κρήτη εἶνε ἡ μετὰ τῆς Ἑλλάδος ἕνωσις καὶ τῶν ἐχθρῶν τοῦ ἑλληνισμοῦ, χωρὶς ν' ἀναμείνῃ τὴν ἀπόφασιν τῶν Εὐρωπαίων, καὶ νὰ ἐπιβάλῃ δραστηριότητα. <box>938 582 1230 709</box>
signature: Ἡ Ἐπιτροπὴ τῶν Φοιτητῶν. <box>128 1349 298 1364</box>
article-paragraph: — Θὰ πάτε σεῖς κάτεργον! ἂν τολμήσητε τὸ τοιοῦτον, φωνάζει ὁ κ. ΛΕΒΙΔΗΣ. <box>628 398 920 429</box>
story-title: ΣΥΖΥΓΟΣ <box>1330 1403 1486 1437</box>
article-paragraph: Αἱ χθεσιναὶ εἰδήσεις ἀναγγέλλουσιν ὅτι μετὰ μεσημβρίαν ἤρξατο καὶ ἐν τῇ πόλει Χανίων πυροβολισμὸς πυκνὸς ἐναντίον τῶν ἐν τῇ πόλει χριστιανῶν. Τὰ ἀποτελέσματα εἶνε ἄγνωστα. Διότι, ὡς σᾶς εἶπον, μετὰ μεσημβρίαν εἶχον ἀρχίσει οἱ πυροβολισμοί, οἱ πρόξενοι δὲ εὑρίσκοντο εἰς Χαλέπαν ὅπου διαμένουσι. Ἡ συγκοινωνία εἶχε διακοπῆ καὶ ἑπομένως δὲν ἦσαν ἐν Χανίοις διὰ νὰ ἔχωμεν τὰς λεπτομερείας. Σήμερον τὰ τηλεγραφήματα τὰ πρωϊνὰ ἀναγγέλλουσιν ὅτι τὸ ἔβραξε θρησκευτικὸς καὶ σφαγαί, πυρπολισμοὶ δηλαδή, ὅτι ἐτέθη πῦρ εἰς διάφορα μέρη τῆς πόλεως, ὅτι μερικοὶ συνοικίαι ἐκάησαν, ὅτι ἐν Χαλέπᾳ καὶ ἐν Χανίοις εὑρίσκονται ἐπίσημοι ὅτι πλεῖστοι ἀνήκουσι εἰς τὴν πόλιν καὶ ὅτι ἀκόμη νὰ γνωρίζουν ποῖος ὁ ἀριθμὸς τῶν θυμάτων. <box>318 118 610 405</box>
article-subheading: Δήλωσις φοιτητῶν <box>96 1135 230 1150</box>
column-2 <box>318 82 610 2255</box>
article-paragraph: Ὁ κ. ΜΑΝΕΣΗΣ ἀναφέρει πῶς κατὰ τὰ 66 ἔτη τοῦ Κρήτης ἥρωος Παυλῆ Δελλάδα καὶ τὴν ἐκγυβερνίαν τῆς Κυβερνήσεως καὶ τὴν δεινὴν θέσιν τῆς οἰκογενείας του. <box>318 1174 610 1237</box>
article-paragraph: ΠΡΩΘΥΠΟΥΡΓΟΣ. Ἀν ἡ Βουλὴ ψηφίσῃ τὴν πρότασιν τοῦ κ. Ράλλη τότε καὶ εἰς τὴν Κυβέρνησιν συνηθίσθῃ ὁ ἐκ Κρήτης ψῆφος. <box>938 1634 1230 1681</box>
story-subtitle: ΑΛΗΘΩΣ ΑΦΗΡΗΜΕΝΟΣ <box>1304 1439 1512 1519</box>
article-subheading: (Ἰδιαίτερον τηλεγράφημα τοῦ „Ἐμπρός") <box>1284 780 1532 795</box>
article-paragraph: ΛΕΒΙΔΗΣ. Ἐσὺ ὁ ὁποῖος ὑπεστήριξες τοὺς Βουλγάρους... <box>628 578 920 609</box>
article-paragraph: Ὁ κ. ΠΡΩΘΥΠΟΥΡΓΟΣ. Ὁ κ. Κωνσταντῖνος ἦτο βουλευτὴς ἐκ Κρανιᾶς καὶ ὁ τότε βουλευτὴς ἐκ Κυθήρων. <box>628 1614 920 1661</box>
article-paragraph: ΡΑΛΛΗΣ. Δὲν συμφωνῶ μετὰ τοῦ κ. βουλευτοῦ ἐξ Ἄρτης καὶ τοῦ κ. Προέδρου τῆς Κυβερνήσεως ὅτι πρέπει νὰ περιμένωμεν τί θὰ κάμουν αἱ Δυνάμεις. Ἀκριβῶς πρέπει νὰ προλάβῃ τὰς ἀποφάσεις τῆς Εὐρώπης. <box>938 134 1230 213</box>
telegram-heading-line: ΔΥΟ ΧΙΛ. ΓΥΝΑΙΚΟΠΑΙΔΑ <box>1276 531 1540 554</box>
article-paragraph: Ὅταν οἱ ταξειδιῶται ἐγκαταλείπωσι τὸ ξενοδοχεῖον ὅπου παρέμειναν ἡμέρας τινάς, συνήθως συμβαίνει νὰ μὴ λησμονήσωσι ἐντὸς τῶν ἑρμαρίων, ἢ ἐντὸς τῶν συρταρίων πίνα ἄχρηστα πραγματικῶς. <box>1248 1520 1568 1600</box>
article-heading: Ο ΤΟΚΟΣ ΤΗΣ ΤΡΑΠΕΖΗΣ ΤΗΣ ΑΓΓΛΙΑΣ <box>41 996 285 1031</box>
section-title: ΒΟΥΛΗ <box>28 1375 298 1439</box>
article-paragraph: ἡμεῖς οἱ ἀποσταλέντες ἐδῶ ὑπὸ τοῦ ἑλληνικοῦ λαοῦ θὰ εἴχομεν καθῆκον νεκροθάπτου. Οὕτως ἀντιλαμβάνεται τὴν ἐκτέλεσιν τοῦ καθήκοντος ἡ Κυβέρνησις, καὶ τὸ ἀπέδειξε κατὰ τὸ παρελθόν. Ἀλλὰ τὸ καθῆκον τῆς εἶνε νὰ σπεύσῃ ἀρωγὸς εἰς τὸν κινδυνεύοντα ἑλληνικὸν πληθυσμὸν τῆς μεγαλονήσου. <box>628 82 920 209</box>
article-paragraph: Διὰ τοὺς ὑπηρέτας εἶνε τοῦτο πηγὴ μικρῶν κερδῶν. Ἀλλὰ σπανίως τὸ πρωτότυπον τοῖς ἐγκαταλείπουν τὸν αὐτὸν ὑπῆρξεν ἐκ μεγάλης ἀξίας! <box>1248 1604 1568 1668</box>
signature: Παν. Σταυρόπουλος <box>1445 1350 1568 1365</box>
article-paragraph: Ἀπαρτία γίνεται τῇ 4 1)2 παρόντων 114 βουλευτῶν. <box>28 1575 298 1607</box>
article-paragraph: Ὅτε ἔγεινεν ἡ συμβεβηκότα ταῦτα, ἡ Κυβέρνησις χρέος εἶχε νὰ λάβῃ μέτρα ἵνα παρασκευασθῇ ἡ ἐθνικὴ ἐνέργεια καὶ νὰ εὑρίσκηται ἐν ἑτοιμότητι. Τὰ συμβεβηκότα δὲ ταῦτα, ἡ Κυβέρνησις χρέος ἔχει νὰ τὰ ἐξετάσῃ μετὰ τῆς προσηκούσης περισκέψεως. <box>318 866 610 961</box>
calendar-heading: ΗΜΕΡΟΛΟΓΙΟΝ <box>101 241 225 258</box>
article-heading: ΔΙΑΦΟΡΑ ΚΟΙΝΩΝΙΚΑ <box>1332 1055 1484 1070</box>
article-paragraph: — Ἀλλ' εὐτυχῶς οἱ Κρῆτες δὲν θ' ἀναμένουν τὰς ἀποφάσεις τῆς Εὐρώπης. Δὲν θὰ ἴδῃ τὸ πυροβόλον ἀπ' ἄκρου εἰς ἄκρον τῆς νήσου, δὲν τὰ Χανιά καίωνται, τότε θὰ καταθέσωσι τὴν θέσιν τῶν ἀδελφῶν καὶ τότε θὰ καλέσωσι τὴν εὐθύνην ἡμῶν. <box>938 482 1230 577</box>
article-paragraph: ΡΑΛΛΗΣ. Ἂν εἶνε ἀληθὲς αὐτὸ τὸ ποῖον λέγει ὁ κ. Πρόεδρος τῆς Κυβερνήσε- <box>318 1598 610 1629</box>
column-1 <box>28 82 298 2255</box>
slogan: Ζήτω ἡ Ἕνωσις τῆς Κρήτης μετὰ τῆς Ἑλλάδος! <box>1248 283 1568 316</box>
article-paragraph: Ὁ κ. ΒΑΛΕΤΤΑΣ φρονεῖ ὅτι μετὰ τὴν τροπὴν ἣν ἔλαβε τὸ ζήτημα καὶ τὴν ψυχολογικὴν συγκίνησιν ὑπὸ τὴν ὁποίαν διατελοῦσιν, ἡ Βουλὴ ὀφείλει νὰ διακόψῃ τὴν συνεδρίασιν. <box>1248 353 1568 417</box>
article-paragraph: ΡΑΛΛΗΣ. Τὴν στιγμὴν ἐκείνην ἡ Διαδοχὴ θὰ τεθῇ ἐπὶ κεφαλῆς τῶν ἐλευθέρων ἀπὸ σᾶς ἀπὸ τοῦ ἐκλογικοῦ σώματος εἰς τὸ ἐξόριστον. Ἀλλὰ ἡ Βουλὴ τῶν Ἑλλήνων καὶ ἡ Κυβέρνησις δὲν φοβοῦνται ἀνάγκας καὶ ἐνῶ προκύπτουν καὶ ἐπισημαίνεται ὁ θησαυρός. <box>628 1186 920 1281</box>
article-paragraph: Ἐσκόπουν νὰ ἐγερθῶ ἵνα ἀποκριθῶ εἰς τὸ δεύτερον μέρος τῆς ἐπερωτήσεως τοῦ κ. βουλευτοῦ ἐκ Κρανιᾶς. Διότι ἡ ἀπάντησις τῆς ἐπερωτήσεως, ὡς αὐτὴ ἀπηγγέλθη ὑπὸ τοῦ κ. βουλευτοῦ, εἶνε ἐν τῇ χθὲς εἴπον περὶ τῆς πολιτικῆς τῆς Κυβερνήσεως ἐπὶ τοῦ ζητήματος τούτου. Πλὴν ἡ δευτέρα αὐτὴ ἐρώτησις εἰς τὰ ὁποῖα δύναται νὰ ἀπαντήσῃ ἡ Κυβέρνησις. <box>318 502 610 645</box>
column-divider <box>1239 82 1240 2255</box>
article-heading: ΔΑΝΕΙΟΝ <box>125 832 201 849</box>
